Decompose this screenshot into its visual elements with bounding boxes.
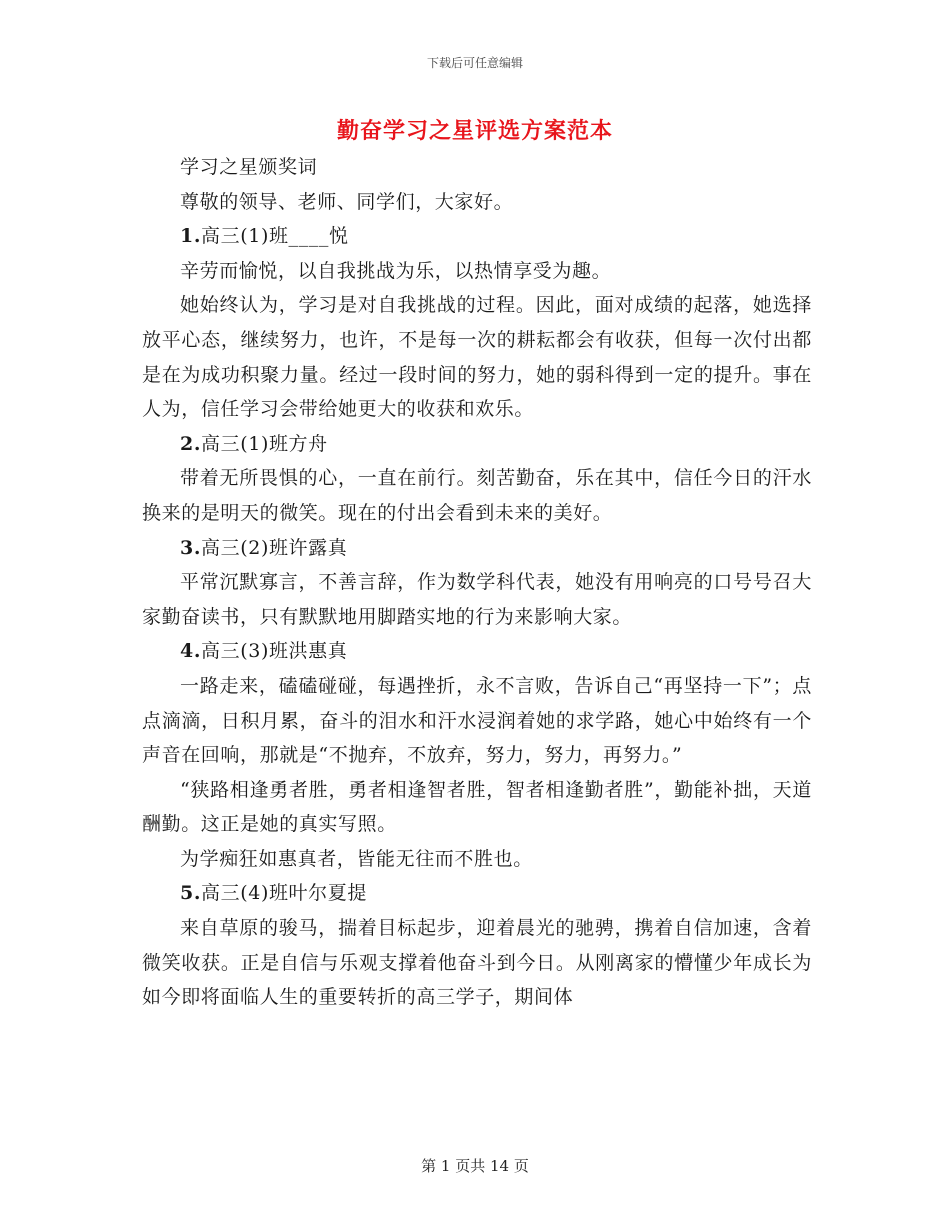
section-heading-2 — [142, 427, 812, 462]
section-number: 4. — [180, 640, 202, 663]
section-number: 2. — [180, 432, 202, 455]
paragraph: 来自草原的骏马，揣着目标起步，迎着晨光的驰骋，携着自信加速，含着微笑收获。正是自信与乐观支撑着他奋斗到今日。从刚离家的懵懂少年成长为如今即将面临人生的重要转折的高三学子，期间体 — [142, 917, 812, 1009]
section-number: 3. — [180, 536, 202, 559]
paragraph: 辛劳而愉悦，以自我挑战为乐，以热情享受为趣。 — [180, 259, 612, 282]
paragraph: 她始终认为，学习是对自我挑战的过程。因此，面对成绩的起落，她选择放平心态，继续努力，也许，不是每一次的耕耘都会有收获，但每一次付出都是在为成功积聚力量。经过一段时间的努力，她的弱科得到一定的提升。事在人为，信任学习会带给她更大的收获和欢乐。 — [142, 294, 812, 421]
section-name: 高三(1)班____悦 — [201, 225, 349, 248]
paragraph: 平常沉默寡言，不善言辞，作为数学科代表，她没有用响亮的口号号召大家勤奋读书，只有默默地用脚踏实地的行为来影响大家。 — [142, 571, 812, 628]
section-heading-1 — [142, 219, 812, 254]
section-name: 高三(2)班许露真 — [201, 536, 348, 559]
section-heading-4 — [142, 634, 812, 669]
paragraph-award-title: 学习之星颁奖词 — [180, 156, 318, 178]
section-heading-3 — [142, 531, 812, 566]
paragraph-greeting: 尊敬的领导、老师、同学们，大家好。 — [180, 190, 514, 213]
header-note: 下载后可任意编辑 — [426, 56, 523, 70]
paragraph: “狭路相逢勇者胜，勇者相逢智者胜，智者相逢勤者胜”，勤能补拙，天道酬勤。这正是她的真实写照。 — [142, 778, 812, 836]
section-heading-5 — [142, 876, 812, 911]
page-footer: 第 1 页共 14 页 — [421, 1157, 529, 1175]
section-name: 高三(4)班叶尔夏提 — [201, 882, 367, 905]
document-body — [142, 150, 812, 1015]
section-number: 5. — [180, 882, 202, 905]
document-title: 勤奋学习之星评选方案范本 — [336, 118, 613, 144]
paragraph: 带着无所畏惧的心，一直在前行。刻苦勤奋，乐在其中，信任今日的汗水换来的是明天的微笑。现在的付出会看到未来的美好。 — [142, 467, 812, 524]
section-name: 高三(1)班方舟 — [201, 432, 328, 455]
section-name: 高三(3)班洪惠真 — [201, 640, 348, 663]
paragraph: 为学痴狂如惠真者，皆能无往而不胜也。 — [180, 847, 533, 870]
paragraph: 一路走来，磕磕碰碰，每遇挫折，永不言败，告诉自己“再坚持一下”；点点滴滴，日积月累，奋斗的泪水和汗水浸润着她的求学路，她心中始终有一个声音在回响，那就是“不抛弃，不放弃，努力，努力，再努力。” — [142, 674, 812, 767]
section-number: 1. — [180, 225, 202, 248]
